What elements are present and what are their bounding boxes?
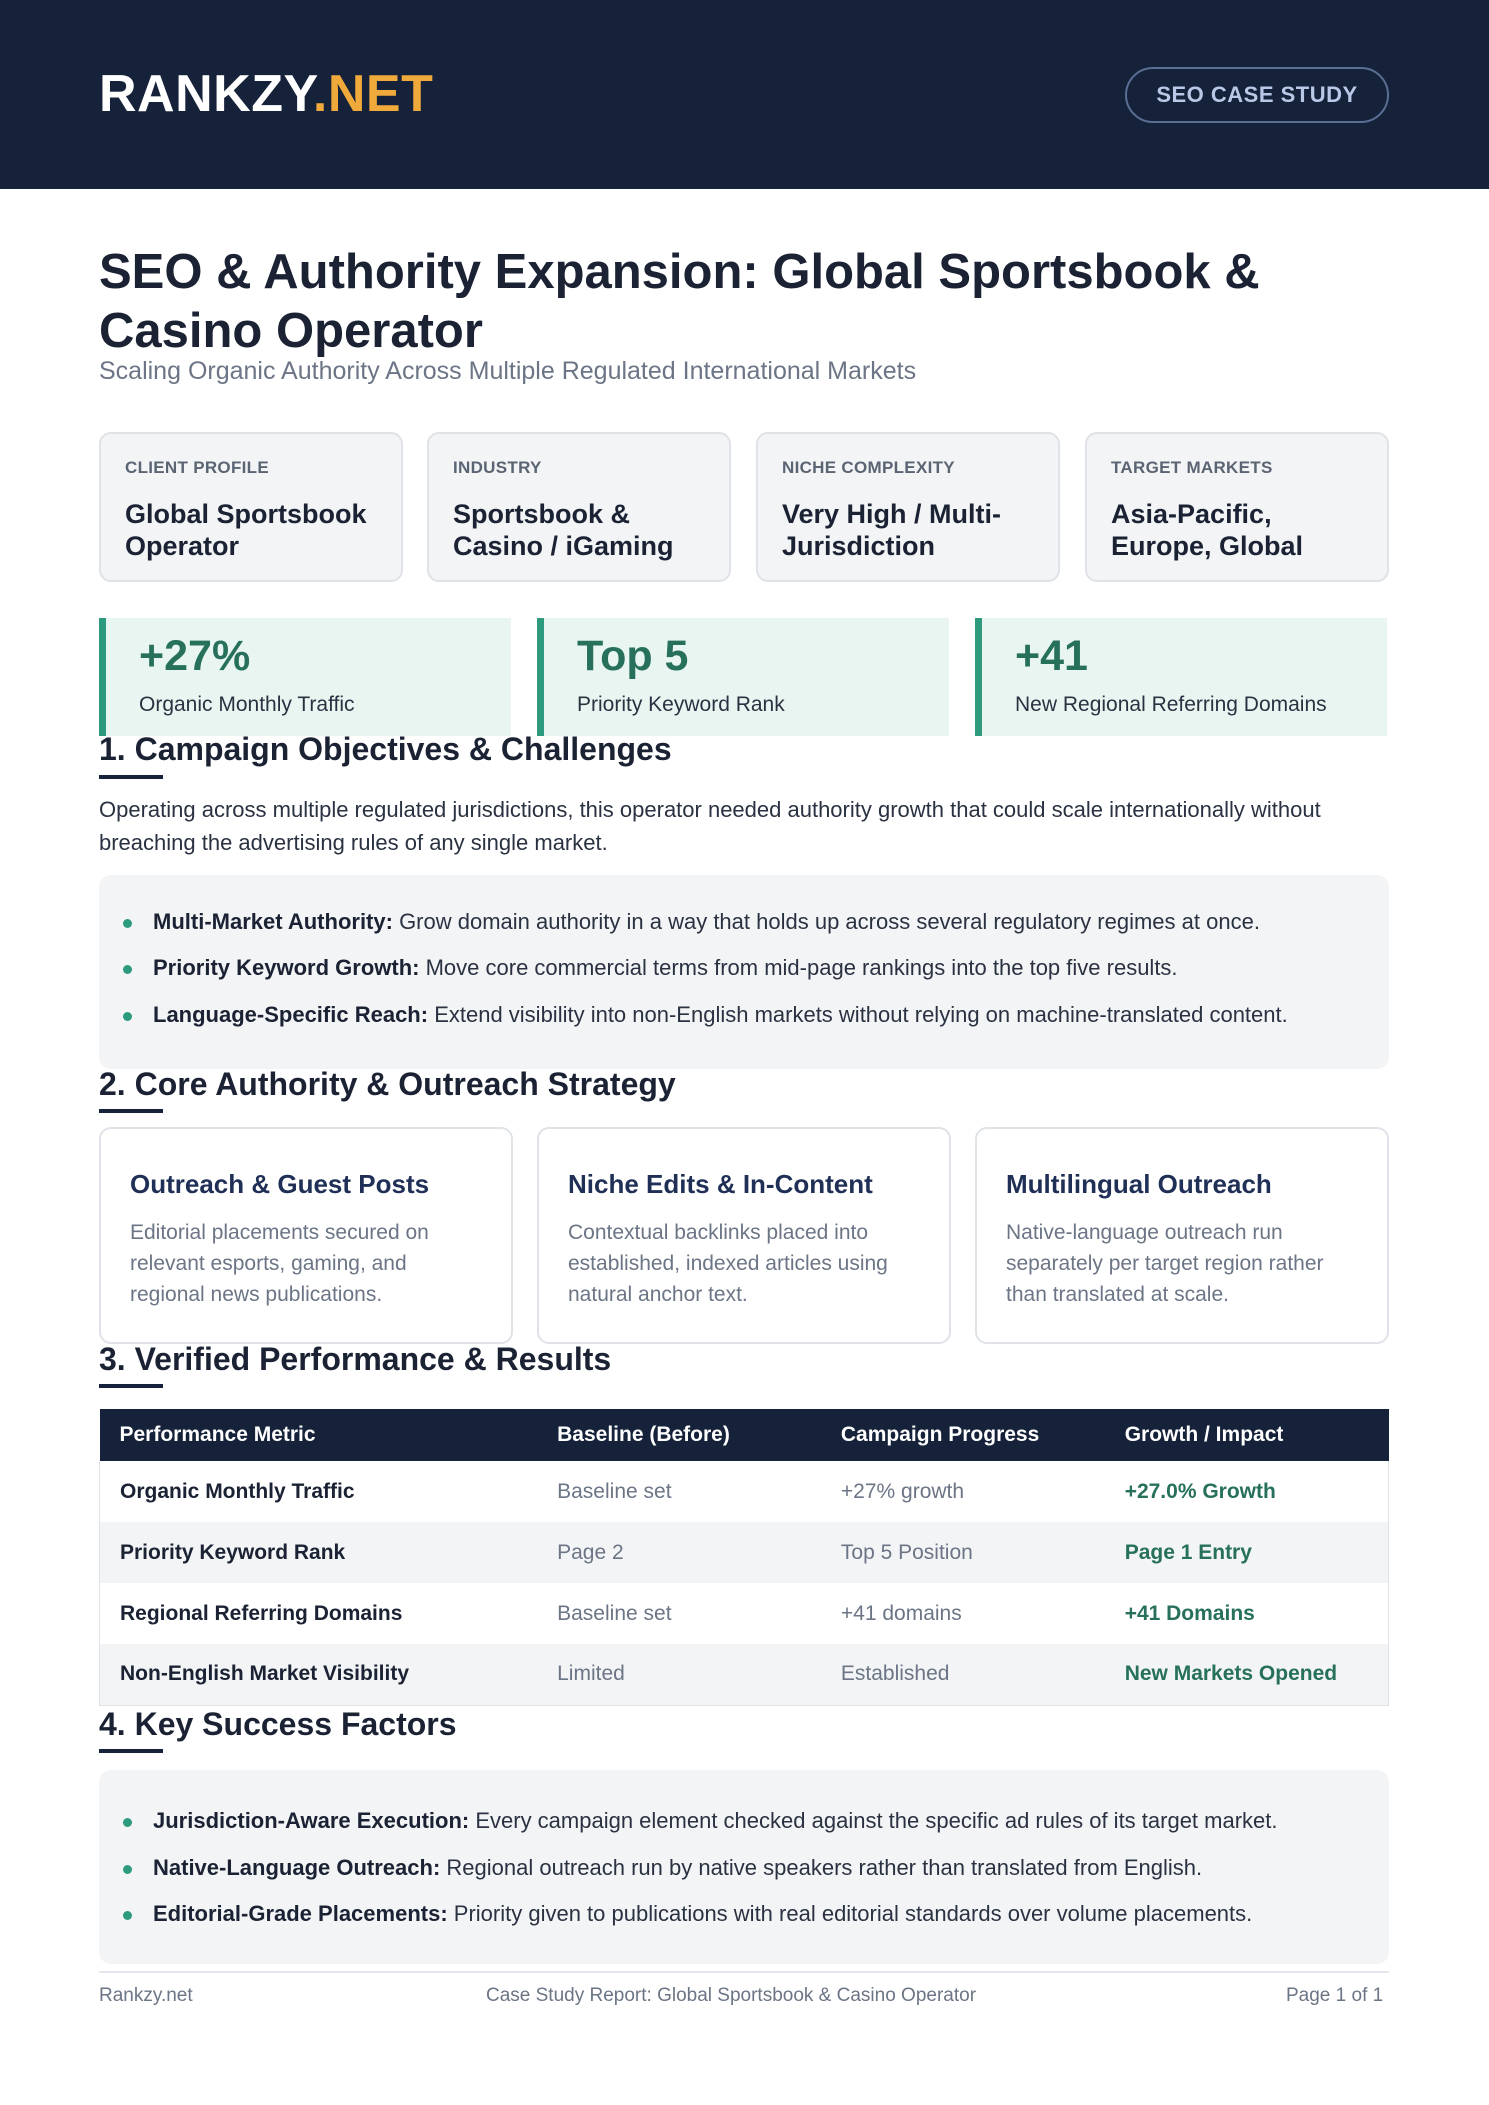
profile-value: Sportsbook & Casino / iGaming <box>453 499 674 561</box>
page-subtitle: Scaling Organic Authority Across Multiple Regulated International Markets <box>99 357 917 385</box>
list-item-title: Priority Keyword Growth: <box>153 955 420 980</box>
profile-label: INDUSTRY <box>453 458 542 477</box>
footer-report-title: Case Study Report: Global Sportsbook & Casino Operator <box>486 1985 977 2006</box>
list-item-title: Multi-Market Authority: <box>153 909 393 934</box>
strategy-card-title: Outreach & Guest Posts <box>130 1169 430 1199</box>
results-table <box>99 1409 1389 1706</box>
logo-accent: .NET <box>312 65 434 123</box>
list-item-text: Priority given to publications with real editorial standards over volume placements. <box>447 1901 1253 1926</box>
profile-label: TARGET MARKETS <box>1111 458 1273 477</box>
metric-cell: Priority Keyword Rank <box>100 1522 538 1583</box>
heading-underline <box>99 1384 163 1388</box>
list-item-text: Grow domain authority in a way that holds up across several regulatory regimes at once. <box>392 909 1260 934</box>
progress-cell: +41 domains <box>840 1601 962 1625</box>
profile-value: Very High / Multi-Jurisdiction <box>782 499 1002 561</box>
profile-card-niche-complexity <box>756 432 1060 582</box>
strategy-card-desc: Contextual backlinks placed into established, indexed articles using natural anchor text. <box>568 1221 888 1306</box>
strategy-card-niche-edits <box>537 1127 951 1344</box>
column-header: Growth / Impact <box>1105 1409 1389 1461</box>
page-title: SEO & Authority Expansion: Global Sportsbook & Casino Operator <box>99 245 1260 358</box>
table-row <box>100 1583 1389 1644</box>
progress-cell: Established <box>821 1644 1105 1705</box>
stat-organic-traffic <box>99 618 511 736</box>
column-header: Baseline (Before) <box>537 1409 821 1461</box>
metric-cell: Regional Referring Domains <box>120 1601 403 1625</box>
stat-value: +27% <box>139 632 251 680</box>
section-heading-results: 3. Verified Performance & Results <box>99 1341 612 1377</box>
profile-value: Global Sportsbook Operator <box>125 499 367 561</box>
table-row <box>100 1644 1389 1705</box>
impact-cell: Page 1 Entry <box>1105 1522 1389 1583</box>
strategy-card-desc: Native-language outreach run separately per target region rather than translated at scale. <box>1006 1221 1324 1306</box>
baseline-cell: Page 2 <box>537 1522 821 1583</box>
baseline-cell: Limited <box>537 1644 821 1705</box>
progress-cell: +27% growth <box>840 1479 965 1503</box>
stat-label: New Regional Referring Domains <box>1015 693 1327 716</box>
section-heading-success-factors: 4. Key Success Factors <box>99 1706 457 1742</box>
stat-label: Organic Monthly Traffic <box>139 693 355 716</box>
list-item <box>153 909 1260 935</box>
list-item <box>153 1901 1252 1927</box>
list-item-title: Native-Language Outreach: <box>153 1855 441 1880</box>
profile-value: Asia-Pacific, Europe, Global <box>1111 499 1304 561</box>
page-header <box>0 0 1489 189</box>
list-item-text: Every campaign element checked against the specific ad rules of its target market. <box>469 1808 1278 1833</box>
objectives-list-box <box>99 875 1389 1069</box>
list-item-text: Regional outreach run by native speakers rather than translated from English. <box>440 1855 1203 1880</box>
stat-label: Priority Keyword Rank <box>577 693 785 716</box>
profile-card-client <box>99 432 403 582</box>
baseline-cell: Baseline set <box>557 1601 672 1625</box>
profile-label: CLIENT PROFILE <box>125 458 269 477</box>
stat-value: +41 <box>1015 632 1088 680</box>
section-heading-strategy: 2. Core Authority & Outreach Strategy <box>99 1066 676 1102</box>
impact-cell: New Markets Opened <box>1105 1644 1389 1705</box>
table-row <box>100 1522 1389 1583</box>
profile-card-industry <box>427 432 731 582</box>
strategy-card-title: Multilingual Outreach <box>1006 1169 1272 1199</box>
list-item-title: Editorial-Grade Placements: <box>153 1901 448 1926</box>
column-header: Performance Metric <box>100 1409 538 1461</box>
profile-card-target-markets <box>1085 432 1389 582</box>
footer-page-number: Page 1 of 1 <box>1286 1985 1384 2006</box>
strategy-card-multilingual <box>975 1127 1389 1344</box>
metric-cell: Organic Monthly Traffic <box>120 1479 355 1503</box>
list-item-title: Language-Specific Reach: <box>153 1002 429 1027</box>
strategy-card-outreach <box>99 1127 513 1344</box>
impact-cell: +27.0% Growth <box>1124 1479 1276 1503</box>
impact-cell: +41 Domains <box>1124 1601 1255 1625</box>
list-item-text: Extend visibility into non-English markets without relying on machine-translated content. <box>428 1002 1288 1027</box>
table-header-row <box>100 1409 1389 1461</box>
success-factors-box <box>99 1770 1389 1964</box>
list-item <box>153 955 1178 981</box>
metric-cell: Non-English Market Visibility <box>100 1644 538 1705</box>
heading-underline <box>99 775 163 779</box>
profile-label: NICHE COMPLEXITY <box>782 458 955 477</box>
baseline-cell: Baseline set <box>557 1479 672 1503</box>
column-header: Campaign Progress <box>821 1409 1105 1461</box>
stat-keyword-rank <box>537 618 949 736</box>
logo-main: RANKZY <box>99 65 313 123</box>
objectives-intro: Operating across multiple regulated jurisdictions, this operator needed authority growth that could scale internationally without breaching the advertising rules of any single market. <box>99 797 1321 855</box>
list-item <box>153 1002 1288 1028</box>
heading-underline <box>99 1749 163 1753</box>
footer-divider <box>99 1971 1389 1973</box>
logo <box>99 64 433 124</box>
list-item <box>153 1808 1278 1834</box>
case-study-badge: SEO CASE STUDY <box>1125 67 1389 123</box>
heading-underline <box>99 1109 163 1113</box>
list-item-text: Move core commercial terms from mid-page rankings into the top five results. <box>419 955 1178 980</box>
list-item <box>153 1855 1202 1881</box>
stat-referring-domains <box>975 618 1387 736</box>
footer-site: Rankzy.net <box>99 1985 193 2006</box>
table-row <box>100 1461 1389 1522</box>
stat-value: Top 5 <box>577 632 689 680</box>
list-item-title: Jurisdiction-Aware Execution: <box>153 1808 470 1833</box>
section-heading-objectives: 1. Campaign Objectives & Challenges <box>99 731 672 767</box>
strategy-card-desc: Editorial placements secured on relevant esports, gaming, and regional news publications. <box>130 1221 429 1306</box>
progress-cell: Top 5 Position <box>821 1522 1105 1583</box>
strategy-card-title: Niche Edits & In-Content <box>568 1169 873 1199</box>
